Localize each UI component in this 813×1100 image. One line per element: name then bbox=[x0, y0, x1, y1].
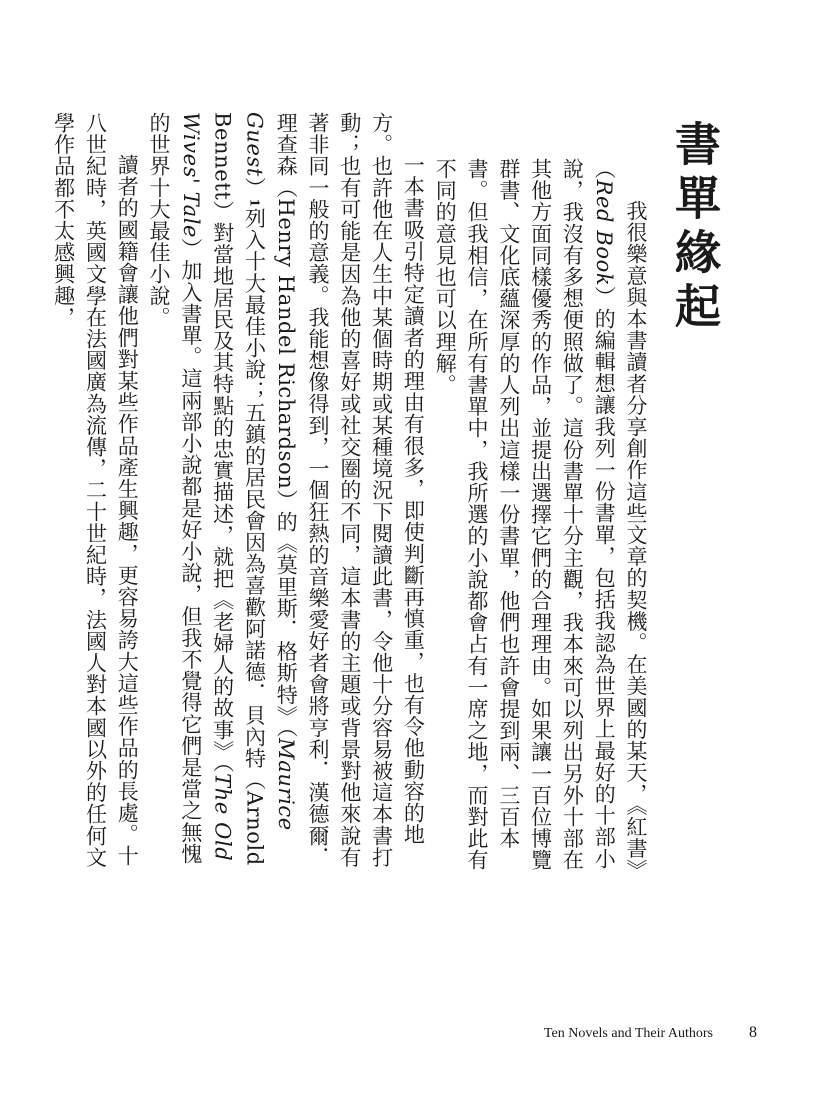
paragraph-2-latin-title-a: Maurice Guest bbox=[242, 112, 299, 831]
page-title: 書單緣起 bbox=[668, 120, 722, 336]
paragraph-2-text-c: 列入十大最佳小說；五鎮的居民會因為喜歡阿諾德．貝內特（Arnold Bennett）對當地居民及其特點的忠實描述，就把《老婦人的故事》（ bbox=[210, 112, 267, 866]
paragraph-3-text-a: 讀者的國籍會讓他們對某些作品產生興趣，更容易誇大這些作品的長處。十八世紀時，英國文學在法國廣為流傳，二十世紀時，法國人對本國以外的任何文學作品都不太感興趣， bbox=[51, 112, 140, 868]
paragraph-3 bbox=[47, 112, 142, 872]
paragraph-2-text-a: 一本書吸引特定讀者的理由有很多，即使判斷再慎重，也有令他動容的地方。也許他在人生中某個時期或某種境況下閱讀此書，令他十分容易被這本書打動；也有可能是因為他的喜好或社交圈的不同，這本書的主題或背景對他來說有著非同一般的意義。我能想像得到，一個狂熱的音樂愛好者會將亨利．漢德爾．理查森（Henry Handel Richardson）的《莫里斯．格斯特》（ bbox=[274, 112, 426, 868]
paragraph-2 bbox=[142, 112, 428, 872]
running-footer-title: Ten Novels and Their Authors bbox=[543, 1026, 713, 1041]
paragraph-2-text-b: ） bbox=[242, 176, 267, 199]
page-number: 8 bbox=[749, 1024, 757, 1041]
page-footer bbox=[544, 1024, 757, 1042]
paragraph-1-text-a: 我很樂意與本書讀者分享創作這些文章的契機。在美國的某天，《紅書》（ bbox=[592, 158, 648, 871]
paragraph-1 bbox=[428, 158, 651, 872]
paragraph-2-latin-title-b: The Old Wives' Tale bbox=[178, 112, 235, 862]
footnote-reference[interactable]: 1 bbox=[247, 198, 262, 208]
paragraph-1-text-b: ）的編輯想讓我列一份書單，包括我認為世界上最好的十部小說，我沒有多想便照做了。這份書單十分主觀，我本來可以列出另外十部在其他方面同樣優秀的作品，並提出選擇它們的合理理由。如果讓一百位博覽群書、文化底蘊深厚的人列出這樣一份書單，他們也許會提到兩、三百本書。但我相信，在所有書單中，我所選的小說都會占有一席之地，而對此有不同的意見也可以理解。 bbox=[433, 158, 617, 871]
paragraph-1-latin-title: Red Book bbox=[592, 179, 617, 287]
vertical-text-block bbox=[51, 112, 722, 872]
paragraph-2-text-d: ）加入書單。這兩部小說都是好小說，但我不覺得它們是當之無愧的世界十大最佳小說。 bbox=[147, 112, 203, 865]
